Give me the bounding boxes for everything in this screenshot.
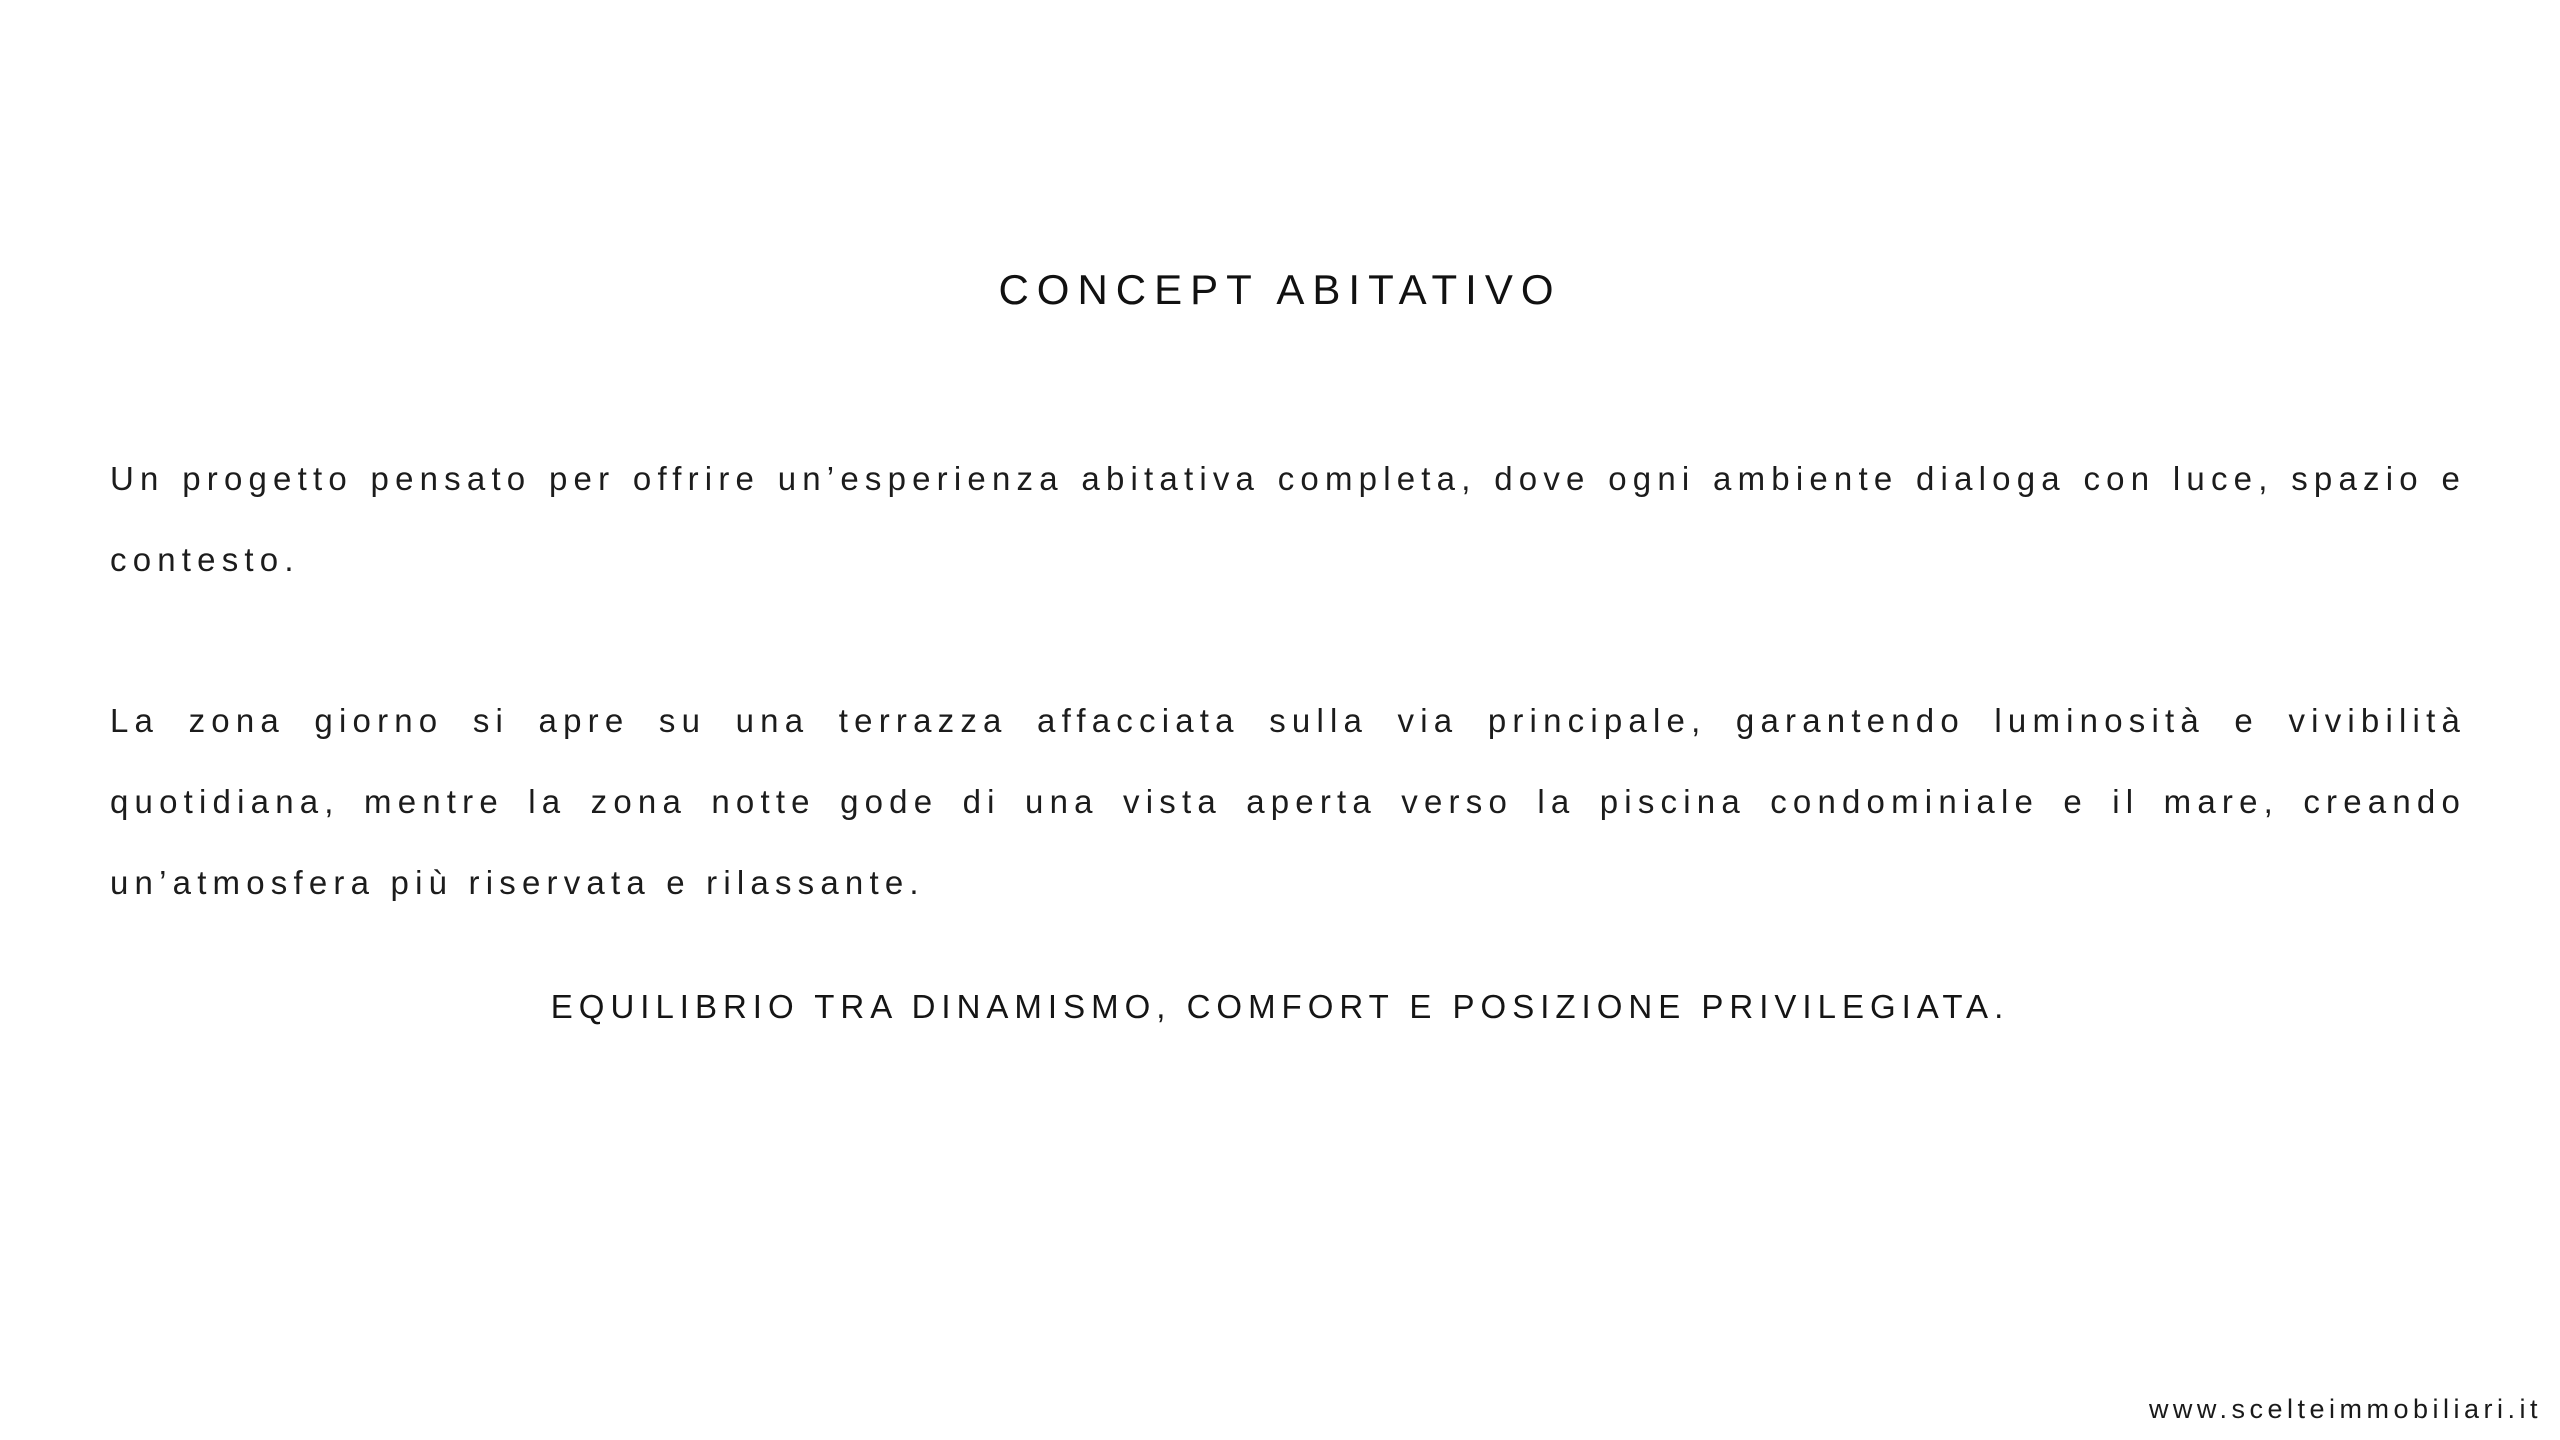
website-link[interactable]: www.scelteimmobiliari.it: [2148, 1394, 2542, 1424]
page-title: CONCEPT ABITATIVO: [998, 266, 1562, 314]
description-paragraph: La zona giorno si apre su una terrazza affacciata sulla via principale, garantendo luminosità e vivibilità quotidiana, mentre la zona notte gode di una vista aperta verso la piscina condominiale e il mare, creando un’atmosfera più riservata e rilassante.: [110, 702, 2466, 901]
tagline: EQUILIBRIO TRA DINAMISMO, COMFORT E POSIZIONE PRIVILEGIATA.: [550, 988, 2010, 1025]
intro-paragraph: Un progetto pensato per offrire un’esperienza abitativa completa, dove ogni ambiente dialoga con luce, spazio e contesto.: [110, 460, 2466, 578]
